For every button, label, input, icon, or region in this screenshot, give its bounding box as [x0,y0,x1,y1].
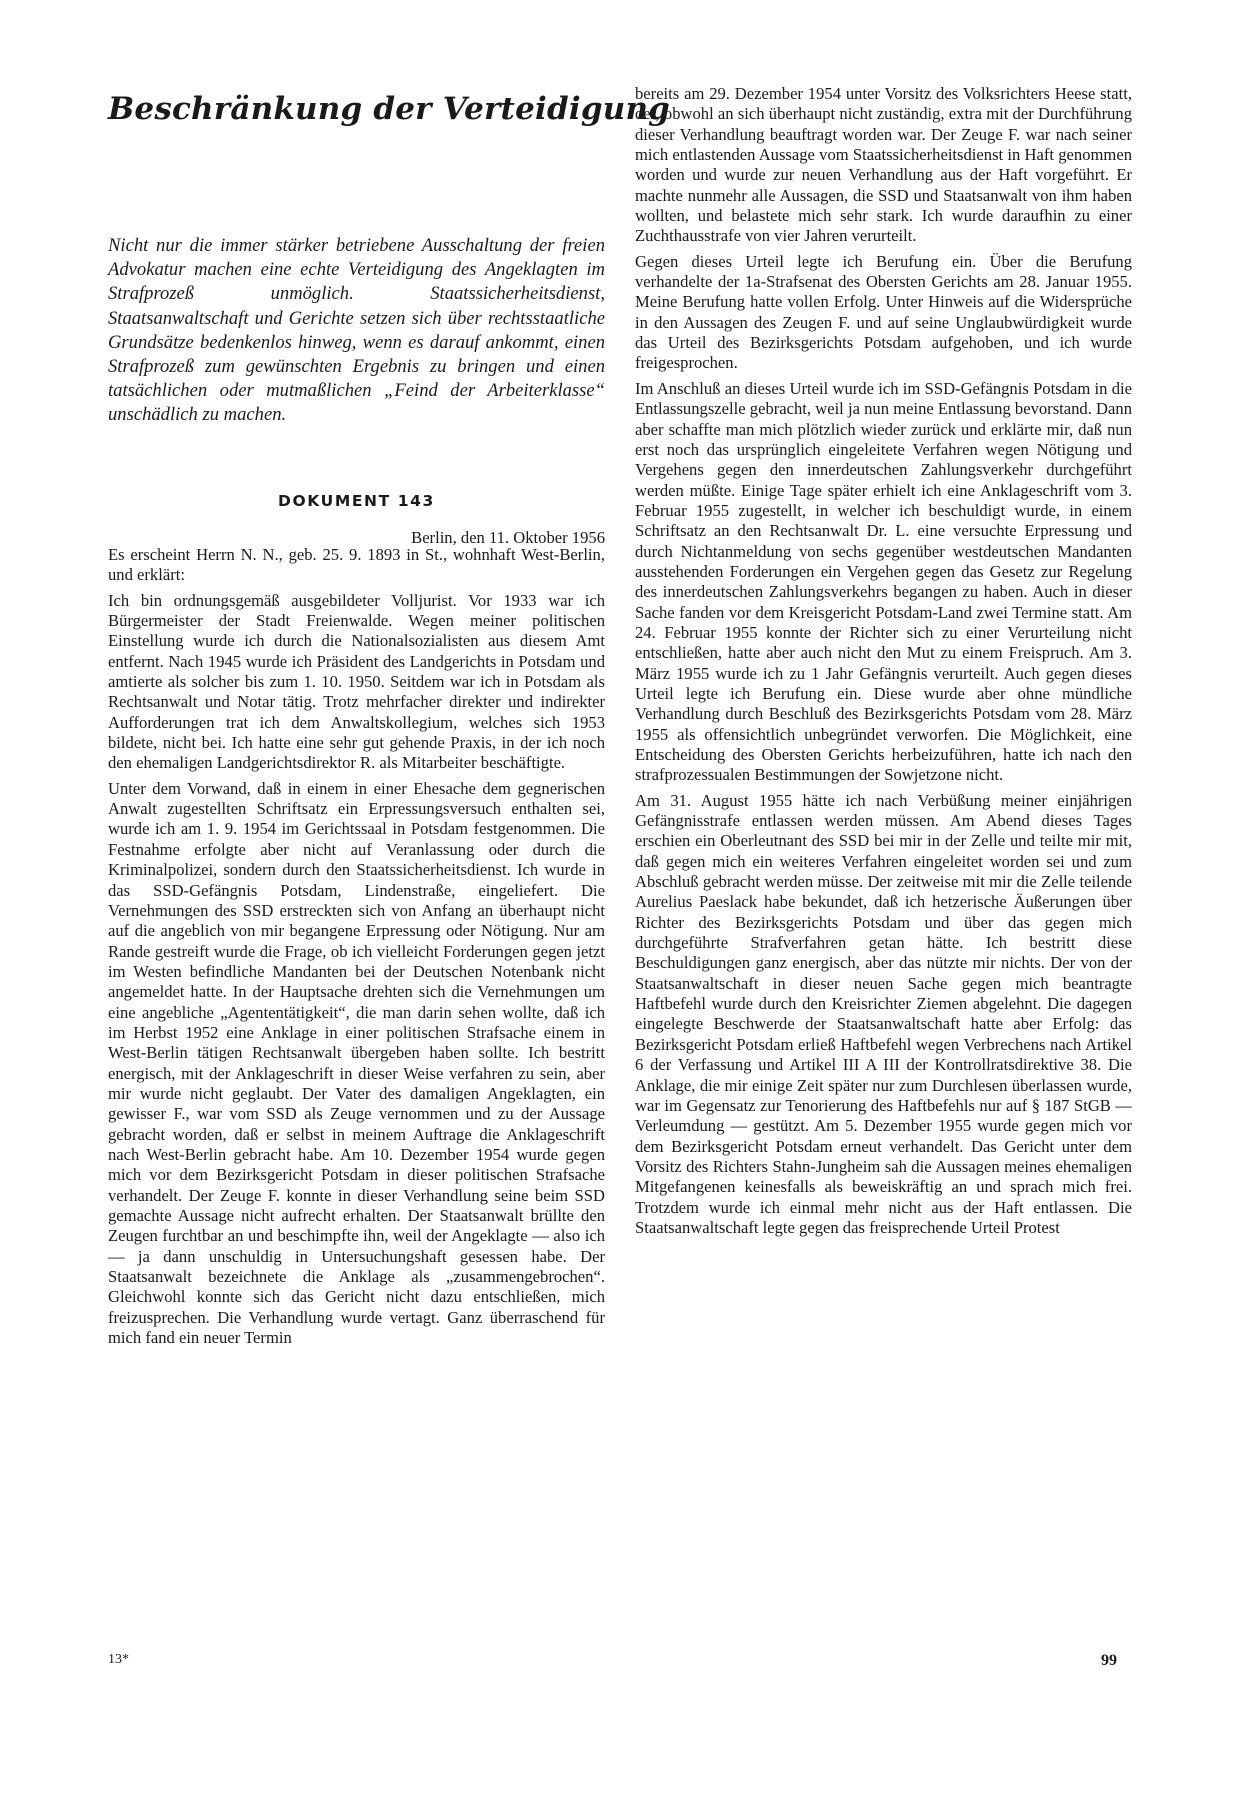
paragraph: Ich bin ordnungsgemäß ausgebildeter Volljurist. Vor 1933 war ich Bürgermeister der Stadt Freienwalde. Wegen meiner politischen Einstellung wurde ich durch die Nationalsozialisten aus diesem Amt entfernt. Nach 1945 wurde ich Präsident des Landgerichts in Potsdam und amtierte als solcher bis zum 1. 10. 1950. Seitdem war ich in Potsdam als Rechtsanwalt und Notar tätig. Trotz mehrfacher direkter und indirekter Aufforderungen trat ich dem Anwaltskollegium, welches sich 1953 bildete, nicht bei. Ich hatte eine sehr gut gehende Praxis, in der ich noch den ehemaligen Landgerichtsdirektor R. als Mitarbeiter beschäftigte. [108,590,605,773]
document-heading: DOKUMENT 143 [278,492,435,510]
paragraph: bereits am 29. Dezember 1954 unter Vorsitz des Volksrichters Heese statt, der, obwohl an sich überhaupt nicht zuständig, extra mit der Durchführung dieser Verhandlung beauftragt worden war. Der Zeuge F. war nach seiner mich entlastenden Aussage vom Staatssicherheitsdienst in Haft genommen worden und wurde zur neuen Verhandlung aus der Haft vorgeführt. Er machte nunmehr alle Aussagen, die SSD und Staatsanwalt von ihm haben wollten, und belastete mich sehr stark. Ich wurde daraufhin zu einer Zuchthausstrafe von vier Jahren verurteilt. [635,84,1132,246]
paragraph: Am 31. August 1955 hätte ich nach Verbüßung meiner einjährigen Gefängnisstrafe entlassen werden müssen. Am Abend dieses Tages erschien ein Oberleutnant des SSD bei mir in der Zelle und teilte mir mit, daß gegen mich ein weiteres Verfahren eingeleitet worden sei und zum Abschluß gebracht werden müsse. Der zeitweise mit mir die Zelle teilende Aurelius Paeslack habe bekundet, daß ich hetzerische Äußerungen über Richter des Bezirksgerichts Potsdam und über das gegen mich durchgeführte Strafverfahren getan hätte. Ich bestritt diese Beschuldigungen ganz energisch, aber das nützte mir nichts. Der von der Staatsanwaltschaft in dieser neuen Sache gegen mich beantragte Haftbefehl wurde durch den Kreisrichter Ziemen abgelehnt. Die dagegen eingelegte Beschwerde der Staatsanwaltschaft hatte aber Erfolg: das Bezirksgericht Potsdam erließ Haftbefehl wegen Verbrechens nach Artikel 6 der Verfassung und Artikel III A III der Kontrollratsdirektive 38. Die Anklage, die mir einige Zeit später nur zum Durchlesen überlassen wurde, war im Gegensatz zur Tenorierung des Haftbefehls nur auf § 187 StGB — Verleumdung — gestützt. Am 5. Dezember 1955 wurde gegen mich vor dem Bezirksgericht Potsdam erneut verhandelt. Das Gericht unter dem Vorsitz des Richters Stahn-Jungheim sah die Aussagen meines ehemaligen Mitgefangenen keinesfalls als beweiskräftig an und sprach mich frei. Trotzdem wurde ich einmal mehr nicht aus der Haft entlassen. Die Staatsanwaltschaft legte gegen das freisprechende Urteil Protest [635,790,1132,1237]
left-body-text [108,545,605,1353]
dateline: Berlin, den 11. Oktober 1956 [411,528,605,547]
page-number: 99 [1101,1652,1117,1669]
left-column [108,84,671,1348]
paragraph: Unter dem Vorwand, daß in einem in einer Ehesache dem gegnerischen Anwalt zugestellten Schriftsatz ein Erpressungsversuch enthalten sei, wurde ich am 1. 9. 1954 im Gerichtssaal in Potsdam festgenommen. Die Festnahme erfolgte aber nicht auf Veranlassung oder durch die Kriminalpolizei, sondern durch den Staatssicherheitsdienst. Ich wurde in das SSD-Gefängnis Potsdam, Lindenstraße, eingeliefert. Die Vernehmungen des SSD erstreckten sich von Anfang an überhaupt nicht auf die angeblich von mir begangene Erpressung oder Nötigung. Nur am Rande gestreift wurde die Frage, ob ich vielleicht Forderungen gegen jetzt im Westen befindliche Mandanten bei der Deutschen Notenbank nicht angemeldet hatte. In der Hauptsache drehten sich die Vernehmungen um eine angebliche „Agententätigkeit“, die man darin sehen wollte, daß ich im Herbst 1952 eine Anklage in einer politischen Strafsache einem in West-Berlin tätigen Rechtsanwalt übergeben haben sollte. Ich bestritt energisch, mit der Anklageschrift in dieser Weise verfahren zu sein, aber mir wurde nicht geglaubt. Der Vater des damaligen Angeklagten, ein gewisser F., war vom SSD als Zeuge vernommen und zu der Aussage gebracht worden, daß er selbst in meinem Auftrage die Anklageschrift nach West-Berlin gebracht habe. Am 10. Dezember 1954 wurde gegen mich vor dem Bezirksgericht Potsdam in dieser politischen Strafsache verhandelt. Der Zeuge F. konnte in dieser Verhandlung seine beim SSD gemachte Aussage nicht aufrecht erhalten. Der Staatsanwalt brüllte den Zeugen furchtbar an und beschimpfte ihn, weil der Angeklagte — also ich — ja dann unschuldig in Untersuchungshaft gesessen habe. Der Staatsanwalt bezeichnete die Anklage als „zusammengebrochen“. Gleichwohl konnte sich das Gericht nicht dazu entschließen, mich freizusprechen. Die Verhandlung wurde vertagt. Ganz überraschend für mich fand ein neuer Termin [108,778,605,1348]
paragraph: Im Anschluß an dieses Urteil wurde ich im SSD-Gefängnis Potsdam in die Entlassungszelle gebracht, weil ja nun meine Entlassung bevorstand. Dann aber schaffte man mich plötzlich wieder zurück und erklärte mir, daß nun erst noch das ursprünglich eingeleitete Verfahren wegen Nötigung und Vergehens gegen den innerdeutschen Zahlungsverkehr durchgeführt werden müßte. Einige Tage später erhielt ich eine Anklageschrift vom 3. Februar 1955 zugestellt, in welcher ich beschuldigt wurde, in einem Schriftsatz an den Rechtsanwalt Dr. L. eine versuchte Erpressung und durch Nichtanmeldung von sechs gegenüber westdeutschen Mandanten ausstehenden Forderungen ein Vergehen gegen das Gesetz zur Regelung des innerdeutschen Zahlungsverkehrs begangen zu haben. Auch in dieser Sache fanden vor dem Kreisgericht Potsdam-Land zwei Termine statt. Am 24. Februar 1955 konnte der Richter sich zu einer Verurteilung nicht entschließen, hatte aber auch nicht den Mut zu einem Freispruch. Am 3. März 1955 wurde ich zu 1 Jahr Gefängnis verurteilt. Auch gegen dieses Urteil legte ich Berufung ein. Diese wurde aber ohne mündliche Verhandlung durch Beschluß des Bezirksgerichts Potsdam vom 28. März 1955 als offensichtlich unbegründet verworfen. Die Möglichkeit, eine Entscheidung des Obersten Gerichts herbeizuführen, hatte ich nach den strafprozessualen Bestimmungen der Sowjetzone nicht. [635,378,1132,785]
paragraph: Gegen dieses Urteil legte ich Berufung ein. Über die Berufung verhandelte der 1a-Strafsenat des Obersten Gerichts am 28. Januar 1955. Meine Berufung hatte vollen Erfolg. Unter Hinweis auf die Widersprüche in den Aussagen des Zeugen F. und auf seine Unglaubwürdigkeit wurde das Urteil des Bezirksgerichts Potsdam aufgehoben, und ich wurde freigesprochen. [635,251,1132,373]
right-body-text [635,84,1132,1243]
chapter-intro: Nicht nur die immer stärker betriebene Ausschaltung der freien Advokatur machen eine echte Verteidigung des Angeklagten im Strafprozeß unmöglich. Staatssicherheitsdienst, Staatsanwaltschaft und Gerichte setzen sich über rechtsstaatliche Grundsätze bedenkenlos hinweg, wenn es darauf ankommt, einen Strafprozeß zum gewünschten Ergebnis zu bringen und einen tatsächlichen oder mutmaßlichen „Feind der Arbeiterklasse“ unschädlich zu machen. [108,235,605,426]
sheet-signature: 13* [108,1652,129,1667]
paragraph: Es erscheint Herrn N. N., geb. 25. 9. 1893 in St., wohnhaft West-Berlin, und erklärt: [108,545,605,585]
chapter-title: Beschränkung der Verteidigung [108,91,671,127]
